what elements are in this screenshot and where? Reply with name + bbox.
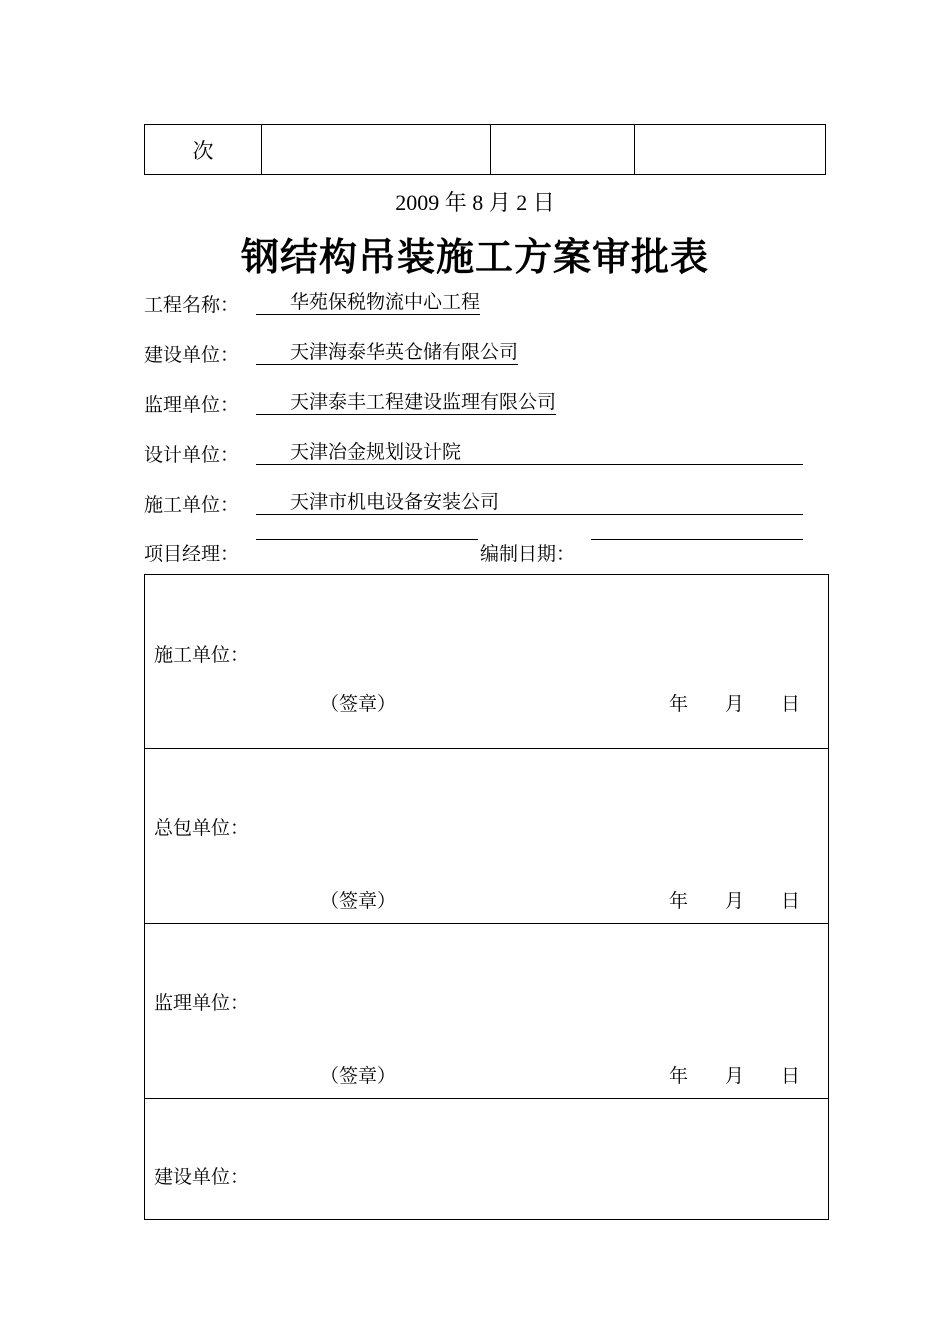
client-value: 天津海泰华英仓储有限公司 (256, 340, 518, 365)
day-text: 日 (781, 1065, 801, 1087)
sign-label: 建设单位： (154, 1166, 250, 1188)
supervisor-label: 监理单位： (144, 394, 240, 416)
sign-label: 监理单位： (154, 992, 250, 1014)
month-text: 月 (725, 890, 745, 912)
manager-value (256, 539, 478, 540)
year-text: 年 (669, 890, 689, 912)
sign-section-construction (145, 575, 828, 749)
document-date: 2009 年 8 月 2 日 (395, 190, 555, 215)
year-text: 年 (669, 693, 689, 715)
sign-section-supervisor (145, 923, 828, 1099)
sign-label: 总包单位： (154, 817, 250, 839)
page-title: 钢结构吊装施工方案审批表 (240, 234, 709, 279)
sign-section-client (145, 1098, 828, 1219)
seal-text: （签章） (320, 890, 397, 912)
date-value (591, 539, 803, 540)
contractor-value: 天津市机电设备安装公司 (256, 490, 803, 515)
day-text: 日 (781, 693, 801, 715)
date-label: 编制日期： (480, 543, 576, 565)
approval-signature-table (144, 574, 829, 1220)
top-table (144, 124, 826, 175)
table-cell-ci: 次 (145, 125, 262, 175)
table-cell-empty (491, 125, 635, 175)
table-cell-empty (635, 125, 826, 175)
table-cell-empty (262, 125, 491, 175)
seal-text: （签章） (320, 1065, 397, 1087)
month-text: 月 (725, 1065, 745, 1087)
supervisor-value: 天津泰丰工程建设监理有限公司 (256, 390, 556, 415)
contractor-label: 施工单位： (144, 494, 240, 516)
designer-value: 天津冶金规划设计院 (256, 440, 803, 465)
designer-label: 设计单位： (144, 444, 240, 466)
client-label: 建设单位： (144, 344, 240, 366)
seal-text: （签章） (320, 693, 397, 715)
sign-label: 施工单位： (154, 644, 250, 666)
day-text: 日 (781, 890, 801, 912)
sign-section-general-contractor (145, 748, 828, 924)
month-text: 月 (725, 693, 745, 715)
year-text: 年 (669, 1065, 689, 1087)
project-name-label: 工程名称： (144, 294, 240, 316)
project-name-value: 华苑保税物流中心工程 (256, 290, 480, 315)
manager-label: 项目经理： (144, 543, 240, 565)
